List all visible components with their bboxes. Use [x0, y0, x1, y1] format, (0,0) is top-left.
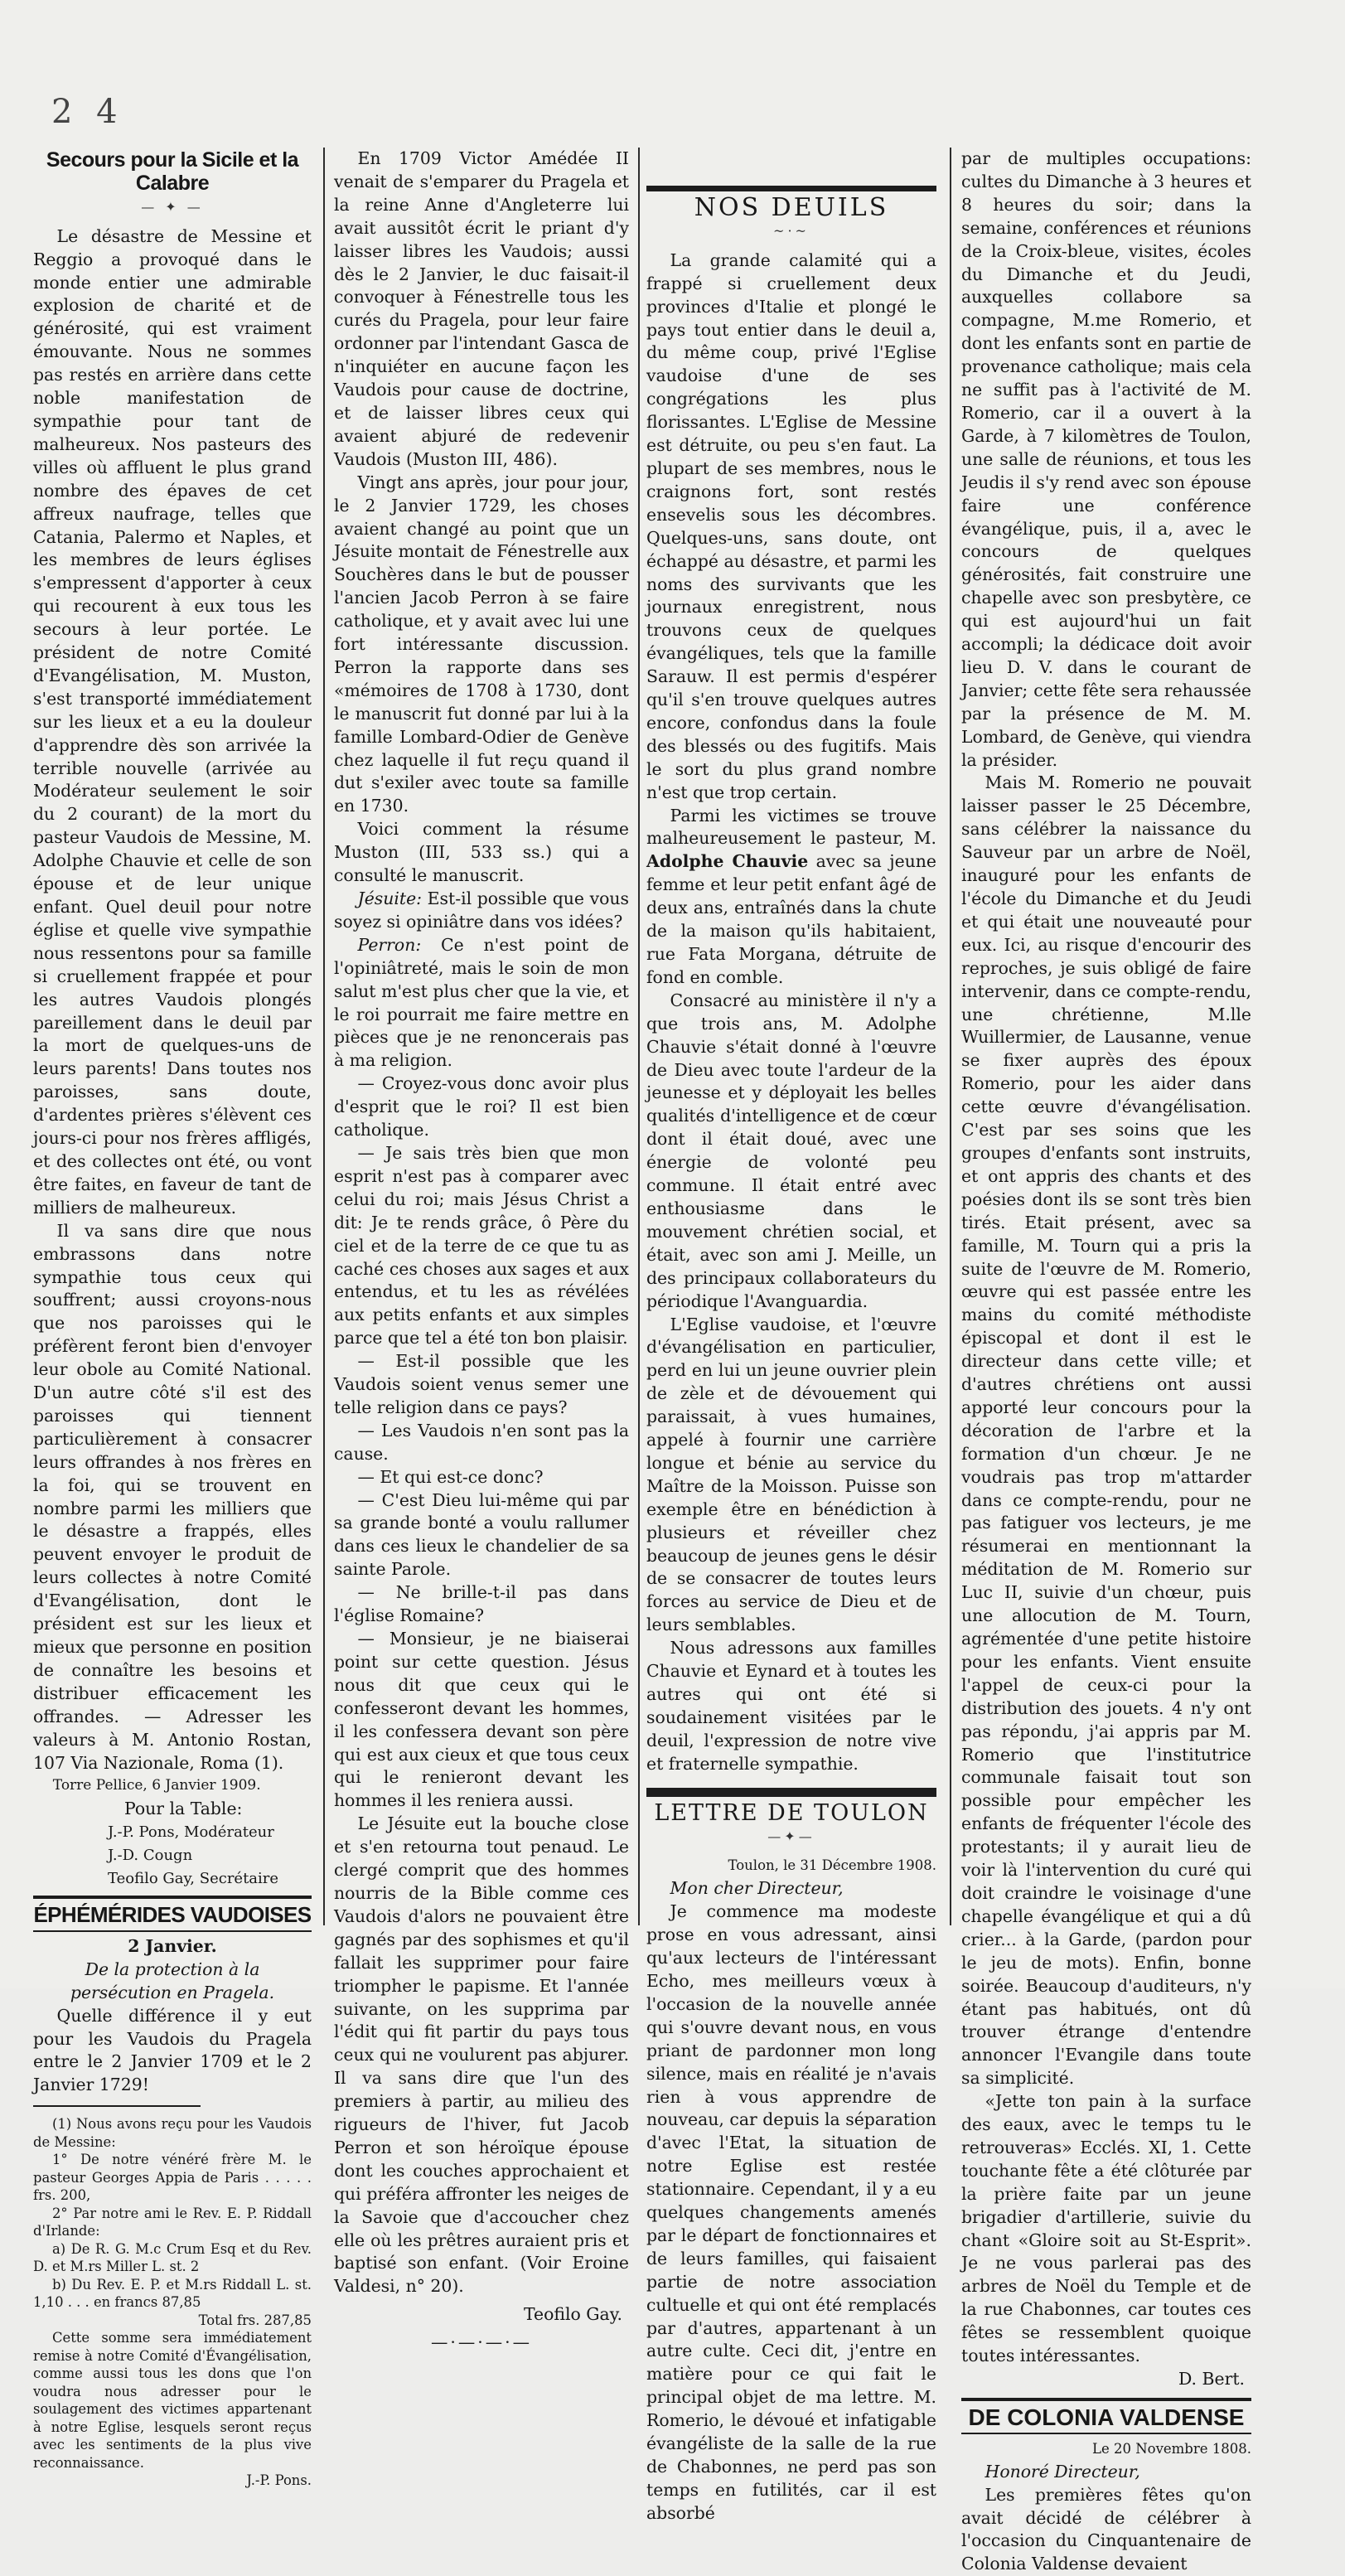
- toulon-salutation: Mon cher Directeur,: [670, 1878, 844, 1899]
- footnote: Cette somme sera immédiatement remise à notre Comité d'Évangélisation, comme aussi tous les dons que l'on voudra nous adresser pour le soulagement des victimes appartenant à notre Eglise, lesquels seront reçus avec les sentiments de la plus vive reconnaissance.: [33, 2330, 312, 2471]
- secours-dateline: Torre Pellice, 6 Janvier 1909.: [52, 1777, 261, 1794]
- toulon-paragraph: «Jette ton pain à la surface des eaux, avec le temps tu le retrouveras» Ecclés. XI, 1. Cette touchante fête a été clôturée par la prière faite par un jeune brigadier d'artillerie, suivie du chant «Gloire soit au St-Esprit». Je ne vous parlerai pas des arbres de Noël du Temple et de la rue Chabonnes, car toutes ces fêtes se ressemblent quoique toutes intéressantes.: [961, 2091, 1251, 2366]
- dialogue-line: — Croyez-vous donc avoir plus d'esprit que le roi? Il est bien catholique.: [334, 1073, 629, 1140]
- signature: Teofilo Gay.: [524, 2304, 622, 2325]
- ephemerides-date: 2 Janvier.: [128, 1935, 217, 1956]
- colonia-dateline: Le 20 Novembre 1808.: [1091, 2440, 1251, 2457]
- column-rule: [950, 148, 951, 1925]
- article-title-secours: Secours pour la Sicile et la Calabre: [46, 148, 299, 195]
- ephemerides-paragraph: Vingt ans après, jour pour jour, le 2 Janvier 1729, les choses avaient changé au point que un Jésuite montait de Fénestrelle aux Souchères dans le but de pousser l'ancien Jacob Perron à se faire catholique, et y avait avec lui une fort intéressante discussion. Perron la rapporte dans ses «mémoires de 1708 à 1730, dont le manuscrit fut donné par lui à la famille Lombard-Odier de Genève chez laquelle il fut reçu quand il dut s'exiler avec toute sa famille en 1730.: [334, 472, 629, 816]
- signature: Teofilo Gay, Secrétaire: [108, 1870, 279, 1888]
- toulon-paragraph: par de multiples occupations: cultes du Dimanche à 3 heures et 8 heures du soir; dans la semaine, conférences et réunions de la Croix-bleue, visites, écoles du Dimanche et du Jeudi, auxquelles collabore sa compagne, M.me Romerio, et dont les enfants sont en partie de provenance catholique; mais cela ne suffit pas à l'activité de M. Romerio, car il a ouvert à la Garde, à 7 kilomètres de Toulon, une salle de réunions, et tous les Jeudis il s'y rend avec son épouse faire une conférence évangélique, puis, il a, avec le concours de quelques générosités, fait construire une chapelle avec son presbytère, ce qui est aujourd'hui un fait accompli; la dédicace doit avoir lieu D. V. dans le courant de Janvier; cette fête sera rehaussée par la présence de M. M. Lombard, de Genève, qui viendra la présider.: [961, 148, 1251, 770]
- column-rule: [323, 148, 325, 1925]
- dialogue-line: [334, 888, 629, 934]
- signature: D. Bert.: [1178, 2369, 1245, 2389]
- ornament-divider: ~·~: [773, 222, 810, 239]
- section-bar: [646, 186, 936, 191]
- secours-paragraph: Le désastre de Messine et Reggio a provoqué dans le monde entier une admirable explosion de charité et de générosité, qui est vraiment émouvante. Nous ne sommes pas restés en arrière dans cette noble manifestation de sympathie pour tant de malheureux. Nos pasteurs des villes où affluent le plus grand nombre des épaves de cet affreux naufrage, telles que Catania, Palermo et Naples, et les membres de leurs églises s'empressent d'apporter à ceux qui recourent à eux tous les secours à leur portée. Le président de notre Comité d'Evangélisation, M. Muston, s'est transporté immédiatement sur les lieux et a eu la douleur d'apprendre dès son arrivée la terrible nouvelle (arrivée au Modérateur seulement le soir du 2 courant) de la mort du pasteur Vaudois de Messine, M. Adolphe Chauvie et celle de son épouse et de leur unique enfant. Quel deuil pour notre église et quelle vive sympathie nous ressentons pour sa famille si cruellement frappée et pour les autres Vaudois plongés pareillement dans le deuil par la mort de quelques-uns de leurs parents! Dans toutes nos paroisses, sans doute, d'ardentes prières s'élèvent ces jours-ci pour nos frères affligés, et des collectes ont été, ou vont être faites, en faveur de tant de milliers de malheureux.: [33, 225, 312, 1218]
- footnote: 1° De notre vénéré frère M. le pasteur Georges Appia de Paris . . . . . frs. 200,: [33, 2152, 312, 2204]
- footnote: (1) Nous avons reçu pour les Vaudois de Messine:: [33, 2116, 312, 2150]
- footnote-rule: [33, 2105, 201, 2107]
- deuils-paragraph: Nous adressons aux familles Chauvie et Eynard et à toutes les autres qui ont été si soudainement visitées par le deuil, l'expression de notre vive et fraternelle sympathie.: [646, 1638, 936, 1774]
- dialogue-line: — Monsieur, je ne biaiserai point sur cette question. Jésus nous dit que ceux qui le confesseront devant les hommes, il les confessera devant son père qui est aux cieux et que tous ceux qui le renieront devant les hommes il les reniera aussi.: [334, 1629, 629, 1811]
- page-folio: 2 4: [51, 93, 124, 131]
- speaker-perron: Perron:: [357, 934, 422, 955]
- ephemerides-paragraph: En 1709 Victor Amédée II venait de s'emparer du Pragela et la reine Anne d'Angleterre lui avait aussitôt écrit le priant d'y laisser libres les Vaudois; aussi dès le 2 Janvier, le duc faisait-il convoquer à Fénestrelle tous les curés du Pragela, pour leur faire ordonner par l'intendant Gasca de n'inquiéter en aucune façon les Vaudois pour cause de doctrine, et de laisser libres ceux qui avaient abjuré de redevenir Vaudois (Muston III, 486).: [334, 148, 629, 469]
- thin-rule: [33, 1930, 312, 1932]
- footnote: a) De R. G. M.c Crum Esq et du Rev. D. et M.rs Miller L. st. 2: [33, 2240, 312, 2275]
- ornament-divider: —✦—: [767, 1828, 815, 1844]
- colonia-salutation: Honoré Directeur,: [985, 2461, 1140, 2482]
- dialogue-line: — Est-il possible que les Vaudois soient venus semer une telle religion dans ce pays?: [334, 1351, 629, 1417]
- deuils-paragraph: [646, 805, 936, 990]
- section-bar: [646, 1788, 936, 1797]
- footnote: b) Du Rev. E. P. et M.rs Riddall L. st. 1,10 . . . en francs 87,85: [33, 2276, 312, 2311]
- colonia-paragraph: Les premières fêtes qu'on avait décidé de célébrer à l'occasion du Cinquantenaire de Colonia Valdense devaient: [961, 2484, 1251, 2574]
- deuils-paragraph: La grande calamité qui a frappé si cruellement deux provinces d'Italie et plongé le pays tout entier dans le deuil a, du même coup, privé l'Eglise vaudoise d'une de ses congrégations les plus florissantes. L'Eglise de Messine est détruite, ou peu s'en faut. La plupart de ses membres, nous le craignons fort, sont restés ensevelis sous les décombres. Quelques-uns, sans doute, ont échappé au désastre, et parmi les noms des survivants que les journaux enregistrent, nous trouvons ceux de quelques évangéliques, tels que la famille Sarauw. Il est permis d'espérer qu'il s'en trouve quelques autres encore, confondus dans la foule des blessés ou des fugitifs. Mais le sort du plus grand nombre n'est que trop certain.: [646, 249, 936, 802]
- column-4: [961, 148, 1251, 2574]
- section-bar: [961, 2398, 1251, 2401]
- ephemerides-paragraph: Voici comment la résume Muston (III, 533 ss.) qui a consulté le manuscrit.: [334, 819, 629, 886]
- deuils-paragraph: L'Eglise vaudoise, et l'œuvre d'évangélisation en particulier, perd en lui un jeune ouvrier plein de zèle et de dévouement qui paraissait, à vues humaines, appelé à fournir une carrière longue et bénie au service du Maître de la Moisson. Puisse son exemple être en bénédiction à plusieurs et réveiller chez beaucoup de jeunes gens le désir de se consacrer de toutes leurs forces au service de Dieu et de leurs semblables.: [646, 1314, 936, 1635]
- toulon-dateline: Toulon, le 31 Décembre 1908.: [728, 1857, 936, 1874]
- footnote-signature: J.-P. Pons.: [246, 2472, 312, 2489]
- dialogue-line: — Les Vaudois n'en sont pas la cause.: [334, 1420, 629, 1464]
- signature: J.-D. Cougn: [108, 1847, 193, 1865]
- ephemerides-subtitle: De la protection à la persécution en Pragela.: [70, 1959, 275, 2002]
- ornament-divider: — ✦ —: [141, 198, 204, 215]
- section-bar: [33, 1896, 312, 1899]
- dialogue-text: Ce n'est point de l'opiniâtreté, mais le soin de mon salut m'est plus cher que la vie, et le roi pourrait me faire mettre en pièces que je ne renoncerais pas à ma religion.: [334, 934, 629, 1071]
- ephemerides-title: ÉPHÉMÉRIDES VAUDOISES: [33, 1901, 312, 1927]
- name-chauvie: Adolphe Chauvie: [646, 851, 809, 872]
- deuils-paragraph: Consacré au ministère il n'y a que trois ans, M. Adolphe Chauvie s'était donné à l'œuvre de Dieu avec toute l'ardeur de la jeunesse et y déployait les belles qualités d'intelligence et de cœur dont il était doué, avec une énergie de volonté peu commune. Il était entré avec enthousiasme dans le mouvement chrétien social, et était, avec son ami J. Meille, un des principaux collaborateurs du périodique l'Avanguardia.: [646, 990, 936, 1311]
- article-title-toulon: LETTRE DE TOULON: [654, 1799, 929, 1826]
- table-label: Pour la Table:: [124, 1799, 243, 1819]
- column-3: [646, 148, 936, 2523]
- footnote: 2° Par notre ami le Rev. E. P. Riddall d'Irlande:: [33, 2205, 312, 2239]
- footnote-total: Total frs. 287,85: [198, 2312, 312, 2328]
- speaker-jesuite: Jésuite:: [357, 889, 423, 908]
- dialogue-line: — Je sais très bien que mon esprit n'est pas à comparer avec celui du roi; mais Jésus Christ a dit: Je te rends grâce, ô Père du ciel et de la terre de ce que tu as caché ces choses aux sages et aux entendus, et tu les as révélées aux petits enfants et aux simples parce que tel a été ton bon plaisir.: [334, 1142, 629, 1349]
- toulon-paragraph: Je commence ma modeste prose en vous adressant, ainsi qu'aux lecteurs de l'intéressant Echo, mes meilleurs vœux à l'occasion de la nouvelle année qui s'ouvre devant nous, en vous priant de pardonner mon long silence, mais en réalité je n'avais rien à vous apprendre de nouveau, car depuis la séparation d'avec l'Etat, la situation de notre Eglise est restée stationnaire. Cependant, il y a eu quelques changements amenés par le départ de fonctionnaires et de leurs familles, qui faisaient partie de notre association cultuelle et qui ont été remplacés par d'autres, appartenant à un autre culte. Ceci dit, j'entre en matière pour ce qui fait le principal objet de ma lettre. M. Romerio, le dévoué et infatigable évangéliste de la salle de la rue de Chabonnes, ne perd pas son temps en futilités, car il est absorbé: [646, 1901, 936, 2523]
- ephemerides-paragraph: Le Jésuite eut la bouche close et s'en retourna tout penaud. Le clergé comprit que des hommes nourris de la Bible comme ces Vaudois d'alors ne pouvaient être gagnés par des sophismes et qu'il fallait les supprimer pour faire triompher le papisme. Et l'année suivante, on les supprima par l'édit qui fit partir du pays tous ceux qui ne voulurent pas abjurer. Il va sans dire que l'un des premiers à partir, au milieu des rigueurs de l'hiver, fut Jacob Perron et son héroïque épouse dont les couches approchaient et qui préféra affronter les neiges de la Savoie que d'accoucher chez elle où les prêtres auraient pris et baptisé son enfant. (Voir Eroine Valdesi, n° 20).: [334, 1813, 629, 2297]
- dialogue-line: — C'est Dieu lui-même qui par sa grande bonté a voulu rallumer dans ces lieux le chandelier de sa sainte Parole.: [334, 1489, 629, 1580]
- text-run: Parmi les victimes se trouve malheureusement le pasteur, M.: [646, 805, 936, 849]
- signature: J.-P. Pons, Modérateur: [108, 1823, 274, 1842]
- dialogue-line: — Et qui est-ce donc?: [357, 1466, 544, 1487]
- thin-rule: [961, 2433, 1251, 2434]
- article-title-deuils: NOS DEUILS: [694, 193, 889, 222]
- text-run: avec sa jeune femme et leur petit enfant âgé de deux ans, entraînés dans la chute de la maison qu'ils habitaient, rue Fata Morgana, détruite de fond en comble.: [646, 851, 936, 987]
- dialogue-text: Est-il possible que vous soyez si opiniâtre dans vos idées?: [334, 889, 629, 932]
- column-rule: [638, 148, 640, 1925]
- dialogue-line: [334, 934, 629, 1073]
- article-title-colonia: DE COLONIA VALDENSE: [968, 2404, 1245, 2430]
- column-2: [334, 148, 629, 2353]
- secours-paragraph: Il va sans dire que nous embrassons dans notre sympathie tous ceux qui souffrent; aussi croyons-nous que nos paroisses qui le préfèrent feront bien d'envoyer leur obole au Comité National. D'un autre côté s'il est des paroisses qui tiennent particulièrement à consacrer leurs offrandes à nos frères en la foi, qui se trouvent en nombre parmi les milliers que le désastre a frappés, elles peuvent envoyer le produit de leurs collectes à notre Comité d'Evangélisation, dont le président est sur les lieux et mieux que personne en position de connaître les besoins et distribuer efficacement les offrandes. — Adresser les valeurs à M. Antonio Rostan, 107 Via Nazionale, Roma (1).: [33, 1220, 312, 1773]
- ornament-divider: —·—·—·—: [430, 2332, 532, 2353]
- ephemerides-paragraph: Quelle différence il y eut pour les Vaudois du Pragela entre le 2 Janvier 1709 et le 2 Janvier 1729!: [33, 2005, 312, 2095]
- column-1: [33, 148, 312, 2489]
- dialogue-line: — Ne brille-t-il pas dans l'église Romaine?: [334, 1582, 629, 1626]
- toulon-paragraph: Mais M. Romerio ne pouvait laisser passer le 25 Décembre, sans célébrer la naissance du Sauveur par un arbre de Noël, inauguré pour les enfants de l'école du Dimanche et du Jeudi et qui était une nouveauté pour eux. Ici, au risque d'encourir des reproches, je suis obligé de faire intervenir, dans ce compte-rendu, une chrétienne, M.lle Wuillermier, de Lausanne, venue se fixer auprès des époux Romerio, pour les aider dans cette œuvre d'évangélisation. C'est par ses soins que les groupes d'enfants sont instruits, et ont appris des chants et des poésies dont ils se sont très bien tirés. Etait présent, avec sa famille, M. Tourn qui a pris la suite de l'œuvre de M. Romerio, œuvre qui est passée entre les mains du comité méthodiste épiscopal et dont il est le directeur dans cette ville; et d'autres chrétiens ont aussi apporté leur concours pour la décoration de l'arbre et la formation d'un chœur. Je ne voudrais pas trop m'attarder dans ce compte-rendu, pour ne pas fatiguer vos lecteurs, je me résumerai en mentionnant la méditation de M. Romerio sur Luc II, suivie d'un chœur, puis une allocution de M. Tourn, agrémentée d'une petite histoire pour les enfants. Vient ensuite l'appel de ceux-ci pour la distribution des jouets. 4 n'y ont pas répondu, j'ai appris par M. Romerio que l'institutrice communale faisait tout son possible pour empêcher les enfants de fréquenter l'école des protestants; il y aurait lieu de voir là l'intervention du curé qui doit craindre le voisinage d'une chapelle évangélique et qui a dû crier... à la Garde, (pardon pour le jeu de mots). Enfin, bonne soirée. Beaucoup d'auditeurs, n'y étant pas habitués, ont dû trouver étrange d'entendre annoncer l'Evangile dans toute sa simplicité.: [961, 772, 1251, 2089]
